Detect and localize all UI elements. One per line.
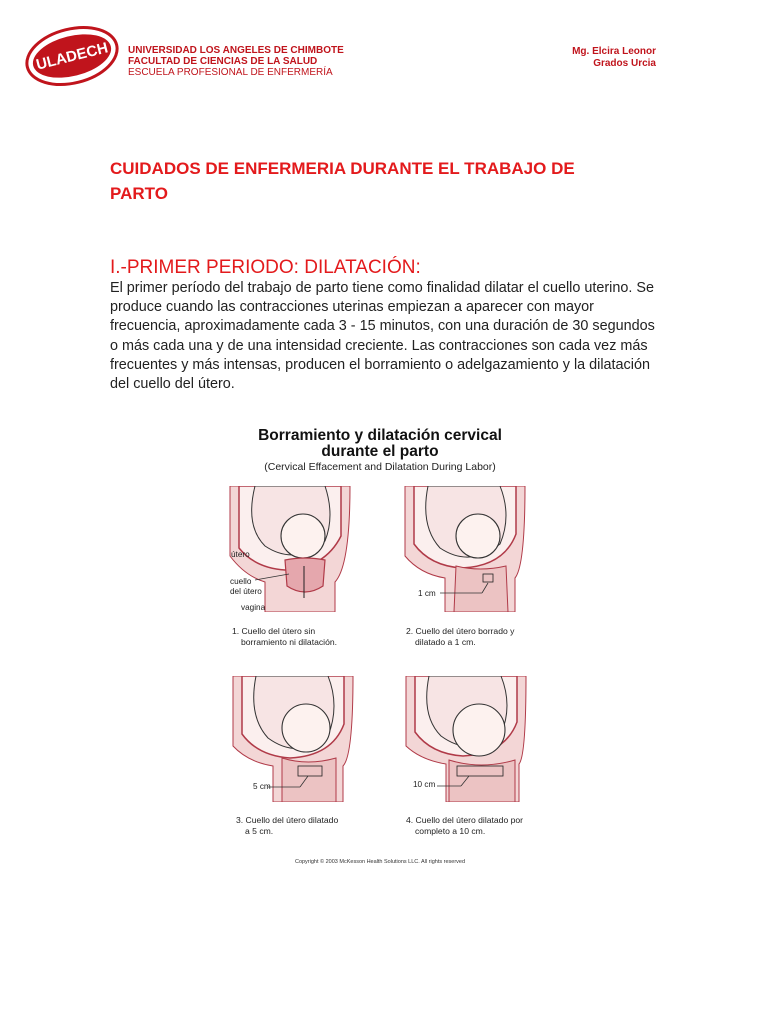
- faculty-name: FACULTAD DE CIENCIAS DE LA SALUD: [128, 56, 318, 67]
- label-cuello-line2: del útero: [230, 586, 262, 596]
- caption-panel-4: [406, 815, 523, 837]
- label-utero: útero: [231, 550, 250, 559]
- school-name: ESCUELA PROFESIONAL DE ENFERMERÍA: [128, 67, 333, 78]
- measure-panel-2: 1 cm: [418, 589, 436, 598]
- author-name-line1: Mg. Elcira Leonor: [572, 46, 656, 57]
- caption-2-line1: 2. Cuello del útero borrado y: [406, 626, 515, 636]
- document-title: CUIDADOS DE ENFERMERIA DURANTE EL TRABAJO DE PARTO: [110, 159, 575, 203]
- logo-text: ULADECH: [34, 39, 110, 74]
- section-body: El primer período del trabajo de parto tiene como finalidad dilatar el cuello uterino. Se produce cuando las contracciones uterinas empiezan a aparecer con mayor frecuencia, aproximadamente cada 3 - 15 minutos, con una duración de 30 segundos o más cada una y de una intensidad creciente. Las contracciones son cada vez más frecuentes y más intensas, producen el borramiento o adelgazamiento y la dilatación del cuello del útero.: [110, 280, 655, 393]
- figure-title: [220, 428, 540, 460]
- caption-1-line1: 1. Cuello del útero sin: [232, 626, 316, 636]
- author-name-line2: Grados Urcia: [593, 58, 656, 69]
- author-block: [566, 46, 656, 70]
- label-cuello-line1: cuello: [230, 577, 252, 586]
- label-cuello: [230, 577, 262, 596]
- measure-panel-3: 5 cm: [253, 782, 271, 791]
- label-vagina: vagina: [241, 603, 266, 612]
- uladech-logo: [22, 24, 122, 88]
- caption-panel-3: [236, 815, 338, 837]
- figure-subtitle: (Cervical Effacement and Dilatation During Labor): [264, 461, 496, 473]
- section-heading: I.-PRIMER PERIODO: DILATACIÓN:: [110, 257, 421, 278]
- caption-panel-2: [406, 626, 514, 648]
- diagram-panel-3: [228, 676, 358, 802]
- figure-copyright: Copyright © 2003 McKesson Health Solutions LLC. All rights reserved: [294, 859, 466, 865]
- caption-3-line2: a 5 cm.: [245, 826, 274, 836]
- figure-title-line2: durante el parto: [321, 443, 439, 460]
- caption-1-line2: borramiento ni dilatación.: [241, 637, 338, 647]
- measure-panel-4: 10 cm: [413, 780, 436, 789]
- institution-header: [128, 45, 344, 78]
- caption-4-line2: completo a 10 cm.: [415, 826, 486, 836]
- caption-4-line1: 4. Cuello del útero dilatado por: [406, 815, 524, 825]
- caption-3-line1: 3. Cuello del útero dilatado: [236, 815, 339, 825]
- university-name: UNIVERSIDAD LOS ANGELES DE CHIMBOTE: [128, 45, 344, 56]
- caption-2-line2: dilatado a 1 cm.: [415, 637, 476, 647]
- caption-panel-1: [232, 626, 337, 648]
- figure-title-line1: Borramiento y dilatación cervical: [258, 427, 502, 444]
